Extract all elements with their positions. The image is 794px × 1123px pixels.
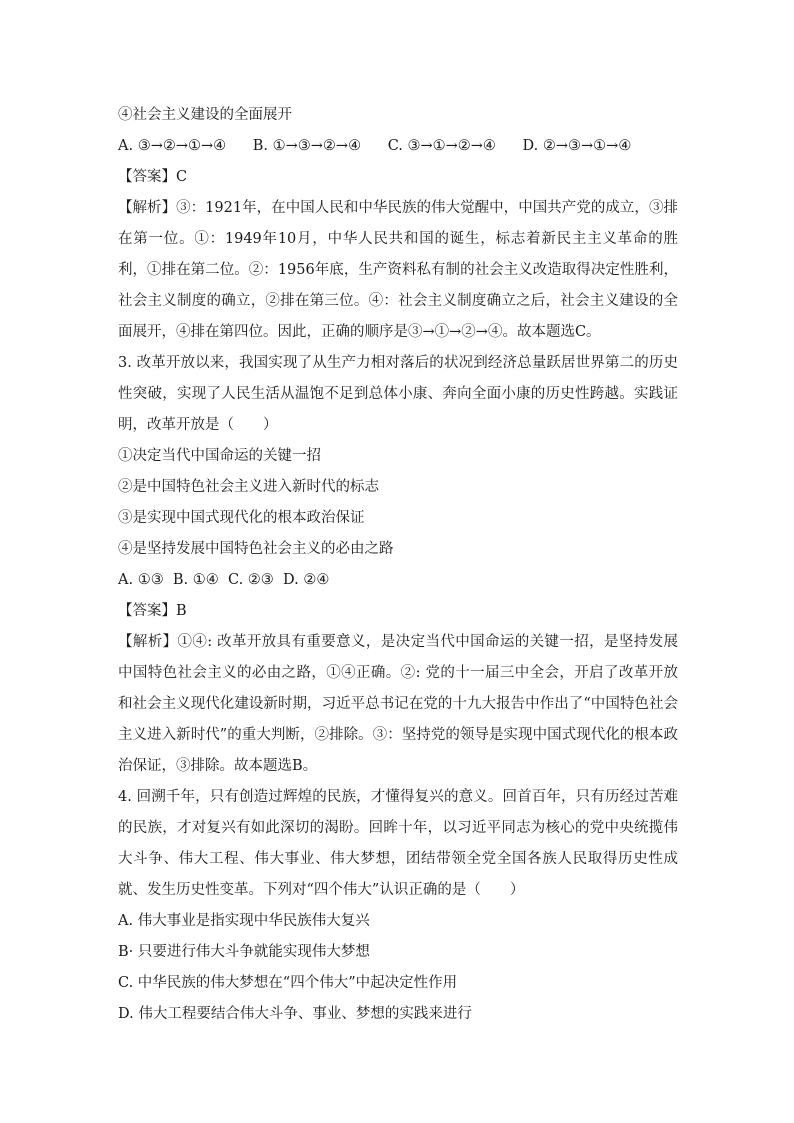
- q3-analysis-label: 【解析】: [118, 634, 178, 650]
- q4-option-d: D. 伟大工程要结合伟大斗争、事业、梦想的实践来进行: [118, 1006, 472, 1022]
- q3-item-2: ②是中国特色社会主义进入新时代的标志: [118, 479, 379, 495]
- q2-options: [118, 131, 678, 162]
- q2-option-b: B. ①→③→②→④: [252, 138, 362, 154]
- q4-stem: 4. 回溯千年，只有创造过辉煌的民族，才懂得复兴的意义。回首百年，只有历经过苦难的民族，才对复兴有如此深切的渴盼。回眸十年，以习近平同志为核心的党中央统揽伟大斗争、伟大工程、伟大事业、伟大梦想，团结带领全党全国各族人民取得历史性成就、发生历史性变革。下列对“四个伟大”认识正确的是（ ）: [118, 789, 678, 898]
- q2-option-d: D. ②→③→①→④: [522, 138, 632, 154]
- q3-options: A. ①③ B. ①④ C. ②③ D. ②④: [118, 572, 330, 588]
- q3-answer-label: 【答案】: [118, 603, 176, 619]
- q3-item-1: ①决定当代中国命运的关键一招: [118, 448, 321, 464]
- q3-analysis-text: ①④: 改革开放具有重要意义，是决定当代中国命运的关键一招，是坚持发展中国特色社会主义的必由之路，①④正确。②: 党的十一届三中全会，开启了改革开放和社会主义现代化建设新时期，习近平总书记在党的十九大报告中作出了“中国特色社会主义进入新时代”的重大判断，②排除。③：坚持党的领导是实现中国式现代化的根本政治保证，③排除。故本题选B。: [118, 634, 678, 774]
- q3-analysis: [118, 627, 678, 782]
- q2-option-c: C. ③→①→②→④: [387, 138, 496, 154]
- q2-answer: [118, 162, 678, 193]
- q2-analysis-label: 【解析】: [118, 200, 177, 216]
- q2-answer-value: C: [176, 169, 188, 185]
- q3-answer-value: B: [176, 603, 187, 619]
- q3-item-4: ④是坚持发展中国特色社会主义的必由之路: [118, 541, 394, 557]
- q3-answer: [118, 596, 678, 627]
- q2-analysis: [118, 193, 678, 348]
- q3-item-3: ③是实现中国式现代化的根本政治保证: [118, 510, 365, 526]
- q4-option-a: A. 伟大事业是指实现中华民族伟大复兴: [118, 913, 370, 929]
- q4-option-c: C. 中华民族的伟大梦想在“四个伟大”中起决定性作用: [118, 975, 458, 991]
- q4-option-b: B· 只要进行伟大斗争就能实现伟大梦想: [118, 944, 370, 960]
- q2-option-a: A. ③→②→①→④: [118, 138, 227, 154]
- q2-item-4: ④社会主义建设的全面展开: [118, 107, 292, 123]
- document-content: [118, 100, 678, 1030]
- q2-analysis-text: ③：1921年，在中国人民和中华民族的伟大觉醒中，中国共产党的成立，③排在第一位。①：1949年10月，中华人民共和国的诞生，标志着新民主主义革命的胜利，①排在第二位。②：1956年底，生产资料私有制的社会主义改造取得决定性胜利，社会主义制度的确立，②排在第三位。④：社会主义制度确立之后，社会主义建设的全面展开，④排在第四位。因此，正确的顺序是③→①→②→④。故本题选C。: [118, 200, 678, 340]
- q3-stem: 3. 改革开放以来，我国实现了从生产力相对落后的状况到经济总量跃居世界第二的历史性突破，实现了人民生活从温饱不足到总体小康、奔向全面小康的历史性跨越。实践证明，改革开放是（ ）: [118, 355, 678, 433]
- q2-answer-label: 【答案】: [118, 169, 176, 185]
